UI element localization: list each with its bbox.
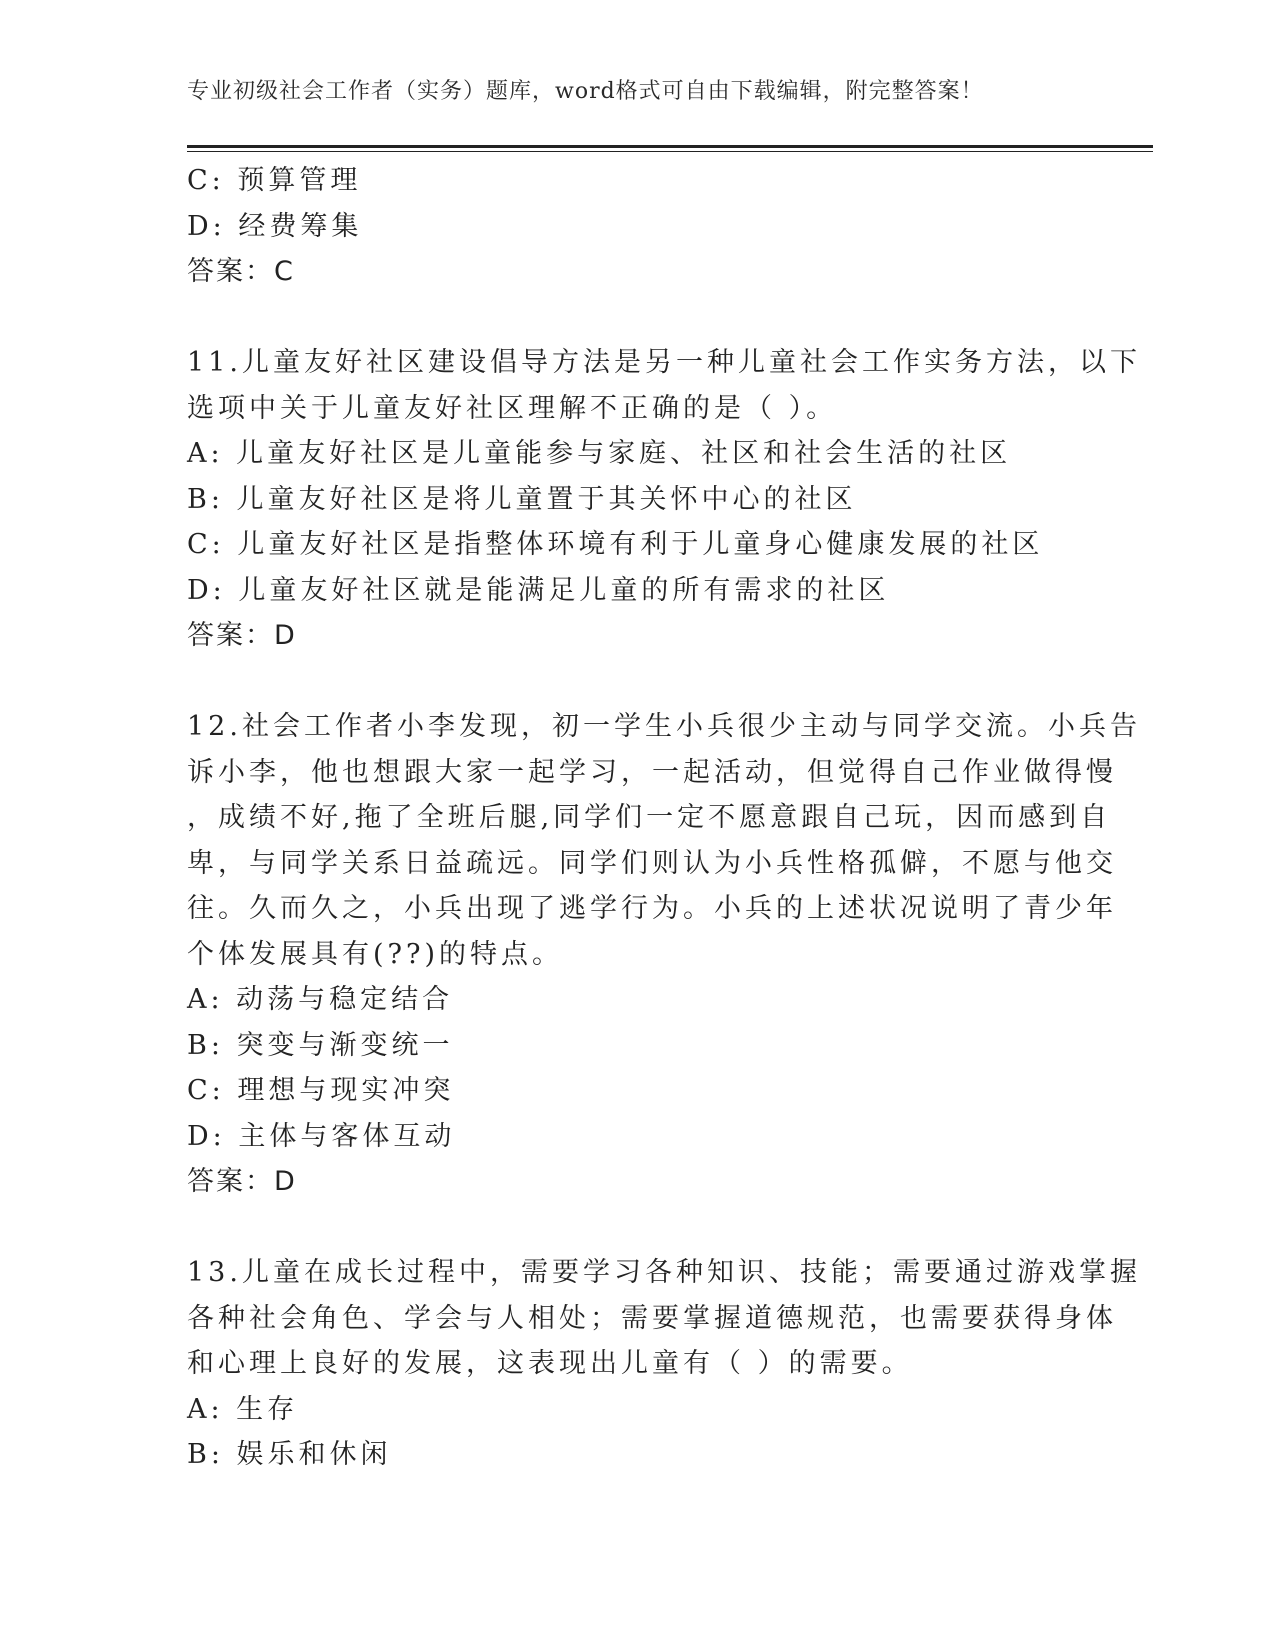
option-c: C: 预算管理	[187, 165, 362, 196]
option-b: B: 儿童友好社区是将儿童置于其关怀中心的社区	[187, 483, 857, 515]
question-12	[187, 704, 1141, 1205]
prev-question-block	[187, 158, 1087, 295]
option-a: A: 动荡与稳定结合	[187, 984, 454, 1015]
question-text-line: 卑，与同学关系日益疏远。同学们则认为小兵性格孤僻，不愿与他交	[187, 847, 1117, 879]
answer-line: 答案：C	[187, 256, 295, 287]
question-text-line: 12.社会工作者小李发现，初一学生小兵很少主动与同学交流。小兵告	[187, 711, 1141, 742]
document-header: 专业初级社会工作者（实务）题库，word格式可自由下载编辑，附完整答案！	[187, 79, 984, 104]
answer-line: 答案：D	[187, 1166, 297, 1197]
question-text-line: 诉小李，他也想跟大家一起学习，一起活动，但觉得自己作业做得慢	[187, 756, 1117, 788]
option-a: A: 生存	[187, 1393, 299, 1425]
answer-line: 答案：D	[187, 620, 297, 651]
option-d: D: 主体与客体互动	[187, 1120, 456, 1152]
question-text-line: 和心理上良好的发展，这表现出儿童有（ ）的需要。	[187, 1348, 913, 1379]
question-text-line: 个体发展具有(??)的特点。	[187, 938, 564, 970]
option-c: C: 儿童友好社区是指整体环境有利于儿童身心健康发展的社区	[187, 529, 1044, 560]
question-text-line: 往。久而久之，小兵出现了逃学行为。小兵的上述状况说明了青少年	[187, 893, 1117, 924]
spacer	[187, 659, 1087, 705]
option-d: D: 儿童友好社区就是能满足儿童的所有需求的社区	[187, 574, 890, 606]
question-text-line: 选项中关于儿童友好社区理解不正确的是（ ）。	[187, 392, 838, 424]
option-a: A: 儿童友好社区是儿童能参与家庭、社区和社会生活的社区	[187, 438, 1012, 469]
spacer	[187, 295, 1087, 341]
question-text-line: ，成绩不好,拖了全班后腿,同学们一定不愿意跟自己玩，因而感到自	[187, 802, 1112, 833]
question-text-line: 各种社会角色、学会与人相处；需要掌握道德规范，也需要获得身体	[187, 1302, 1117, 1334]
question-text-line: 13.儿童在成长过程中，需要学习各种知识、技能；需要通过游戏掌握	[187, 1257, 1141, 1288]
option-c: C: 理想与现实冲突	[187, 1075, 455, 1106]
question-11	[187, 340, 1141, 659]
question-13	[187, 1250, 1141, 1478]
spacer	[187, 1205, 1087, 1251]
option-d: D: 经费筹集	[187, 210, 363, 242]
question-content	[187, 158, 1141, 1478]
option-b: B: 突变与渐变统一	[187, 1029, 454, 1061]
question-text-line: 11.儿童友好社区建设倡导方法是另一种儿童社会工作实务方法，以下	[187, 347, 1141, 378]
header-divider-thin	[187, 151, 1153, 152]
header-divider-thick	[187, 145, 1153, 148]
option-b: B: 娱乐和休闲	[187, 1439, 392, 1470]
